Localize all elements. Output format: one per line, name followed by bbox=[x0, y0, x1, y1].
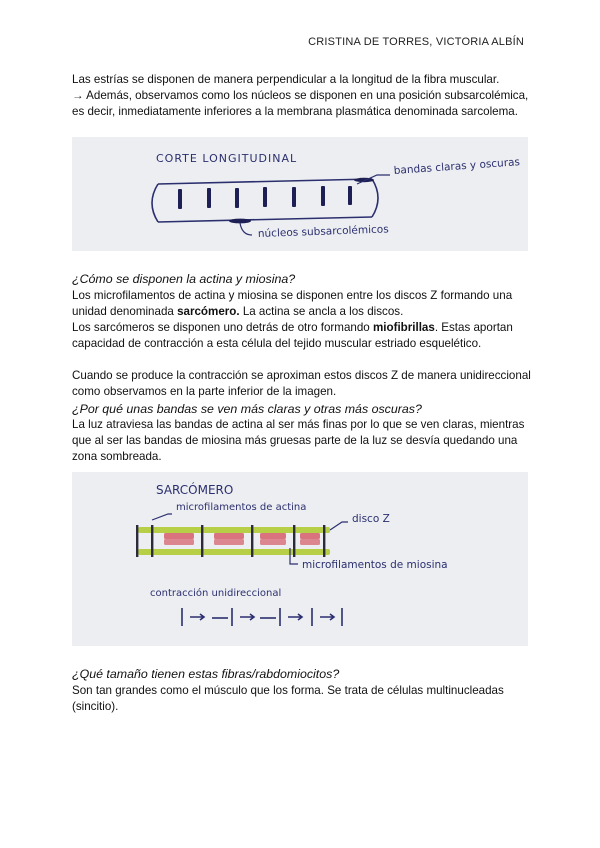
label-actin: microfilamentos de actina bbox=[176, 502, 307, 513]
arrow bbox=[240, 614, 254, 620]
section3-heading: ¿Qué tamaño tienen estas fibras/rabdomiocitos? bbox=[72, 667, 340, 681]
z-disc bbox=[136, 525, 138, 557]
dark-band bbox=[348, 186, 352, 205]
z-disc bbox=[151, 525, 153, 557]
myosin-band bbox=[300, 539, 320, 545]
dark-band bbox=[292, 187, 296, 207]
myosin-band bbox=[164, 539, 194, 545]
section2-paragraph-1: La luz atraviesa las bandas de actina al ser más finas por lo que se ven claras, mientras que al ser las bandas de miosina más gruesas parte de la luz se desvía quedando una zona sombreada. bbox=[72, 418, 525, 463]
fiber-top-edge bbox=[158, 179, 372, 184]
label-bands: bandas claras y oscuras bbox=[393, 156, 521, 177]
z-disc bbox=[293, 525, 295, 557]
term-sarcomero: sarcómero. bbox=[177, 305, 240, 318]
section1-paragraph-3: Cuando se produce la contracción se aproximan estos discos Z de manera unidireccional como observamos en la parte inferior de la imagen. bbox=[72, 369, 531, 398]
intro-line-1: Las estrías se disponen de manera perpendicular a la longitud de la fibra muscular. bbox=[72, 73, 500, 86]
myosin-band bbox=[260, 539, 286, 545]
section3-paragraph-1: Son tan grandes como el músculo que los forma. Se trata de células multinucleadas (sincitio). bbox=[72, 684, 504, 713]
dark-band bbox=[235, 188, 239, 208]
page-header-authors: CRISTINA DE TORRES, VICTORIA ALBÍN bbox=[308, 36, 524, 48]
myosin-band bbox=[164, 533, 194, 539]
figure1-title: CORTE LONGITUDINAL bbox=[156, 152, 298, 165]
contraction-arrows bbox=[182, 608, 342, 626]
z-disc bbox=[323, 525, 325, 557]
myofibril bbox=[136, 525, 330, 557]
fiber-bottom-edge bbox=[158, 217, 372, 222]
nuclei-pointer bbox=[240, 223, 252, 235]
figure-longitudinal-cut bbox=[72, 137, 528, 251]
section1-paragraph-1 bbox=[72, 288, 542, 320]
section1-p1-text-b: La actina se ancla a los discos. bbox=[239, 305, 404, 318]
intro-paragraph bbox=[72, 72, 542, 120]
section2-heading: ¿Por qué unas bandas se ven más claras y otras más oscuras? bbox=[72, 402, 422, 416]
section1-p1-text-a: Los microfilamentos de actina y miosina se disponen entre los discos Z formando una unidad denominada bbox=[72, 289, 513, 318]
fiber-left-end bbox=[152, 184, 158, 222]
nucleus bbox=[229, 219, 251, 224]
figure2-title: SARCÓMERO bbox=[156, 483, 234, 497]
sarcomere-drawing bbox=[72, 472, 528, 646]
actin-band bbox=[138, 527, 330, 533]
term-miofibrillas: miofibrillas bbox=[372, 321, 435, 334]
section1-p2-text-a: Los sarcómeros se disponen uno detrás de otro formando bbox=[72, 321, 373, 334]
actin-pointer bbox=[152, 514, 172, 520]
section1-p2-text-b: . Estas aportan capacidad de contracción a esta célula del tejido muscular estriado esquelético. bbox=[72, 321, 513, 350]
z-disc bbox=[201, 525, 203, 557]
arrow bbox=[320, 614, 334, 620]
nucleus bbox=[354, 178, 374, 182]
arrow bbox=[190, 614, 204, 620]
myosin-band bbox=[260, 533, 286, 539]
fiber-drawing bbox=[72, 137, 528, 251]
dark-band bbox=[207, 188, 211, 208]
intro-line-2: → Además, observamos como los núcleos se disponen en una posición subsarcolémica, es decir, inmediatamente inferiores a la membrana plasmática denominada sarcolema. bbox=[72, 89, 529, 118]
dark-band bbox=[178, 189, 182, 209]
myosin-band bbox=[214, 533, 244, 539]
section1-paragraph-2 bbox=[72, 320, 542, 352]
label-myosin: microfilamentos de miosina bbox=[302, 559, 448, 571]
label-nuclei: núcleos subsarcolémicos bbox=[257, 223, 389, 240]
label-contraction: contracción unidireccional bbox=[150, 588, 282, 599]
dark-band bbox=[321, 186, 325, 206]
fiber-right-end bbox=[372, 179, 378, 217]
z-disc bbox=[251, 525, 253, 557]
dark-bands bbox=[178, 186, 352, 209]
figure-sarcomere bbox=[72, 472, 528, 646]
myosin-band bbox=[214, 539, 244, 545]
myosin-band bbox=[300, 533, 320, 539]
dark-band bbox=[263, 187, 267, 207]
label-discz: disco Z bbox=[352, 513, 390, 525]
arrow bbox=[288, 614, 302, 620]
section1-heading: ¿Cómo se disponen la actina y miosina? bbox=[72, 272, 296, 286]
actin-band bbox=[138, 549, 330, 555]
discz-pointer bbox=[330, 522, 348, 530]
